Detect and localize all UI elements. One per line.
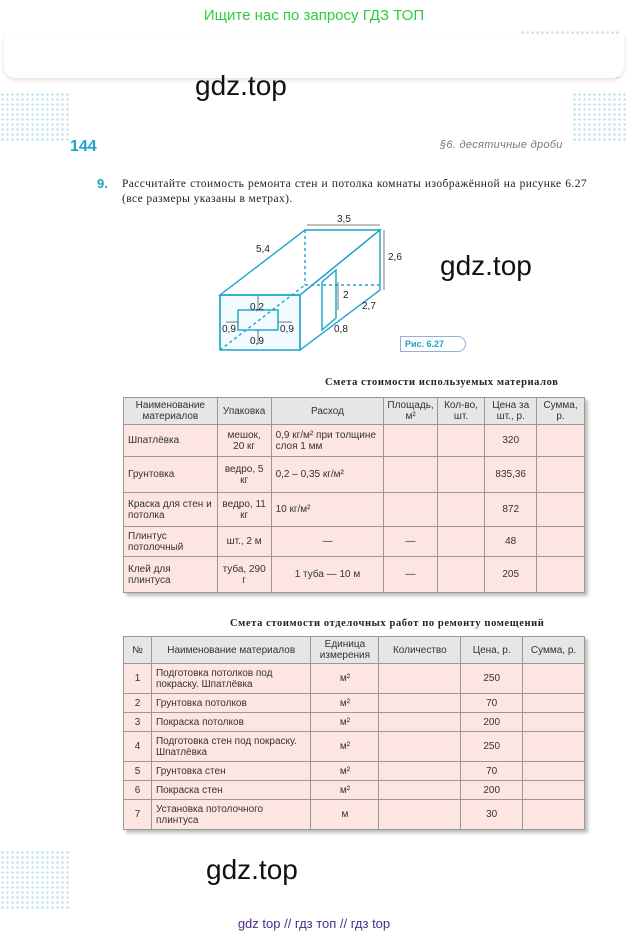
table-cell (379, 713, 461, 732)
table-cell (523, 664, 585, 694)
dots-decoration-bottom-left (0, 850, 70, 910)
table-cell (379, 762, 461, 781)
table-cell (379, 732, 461, 762)
col-header: Кол-во, шт. (437, 398, 485, 425)
table-cell (437, 527, 485, 557)
table-cell (523, 713, 585, 732)
col-header: № (124, 637, 152, 664)
table-row (124, 800, 585, 830)
table-cell (384, 457, 437, 493)
table-row (124, 694, 585, 713)
table-cell: 835,36 (485, 457, 537, 493)
table-row (124, 664, 585, 694)
table-cell (384, 425, 437, 457)
col-header: Упаковка (217, 398, 271, 425)
table-row (124, 527, 585, 557)
table-cell: 250 (461, 732, 523, 762)
top-banner (0, 0, 628, 34)
table-cell: 70 (461, 762, 523, 781)
col-header: Расход (271, 398, 384, 425)
dim-door-width: 0,8 (334, 324, 348, 335)
dim-length: 5,4 (256, 244, 270, 255)
table-cell (437, 457, 485, 493)
table-cell: — (384, 527, 437, 557)
table-cell: 200 (461, 713, 523, 732)
table-cell (537, 457, 585, 493)
table-cell (437, 493, 485, 527)
table-cell: 3 (124, 713, 152, 732)
table-row (124, 762, 585, 781)
table-cell: Грунтовка потолков (151, 694, 311, 713)
dim-window-left: 0,9 (222, 324, 236, 335)
col-header: Наименование материалов (151, 637, 311, 664)
watermark-4: gdz.top (206, 854, 298, 885)
dots-decoration-right (572, 92, 628, 142)
table-cell: — (271, 527, 384, 557)
figure-caption: Рис. 6.27 (400, 336, 466, 352)
table-cell (537, 425, 585, 457)
table-row (124, 781, 585, 800)
table-row (124, 493, 585, 527)
table-cell: Покраска потолков (151, 713, 311, 732)
table-cell: 0,2 – 0,35 кг/м² (271, 457, 384, 493)
table-cell (379, 664, 461, 694)
table-cell: 1 туба — 10 м (271, 557, 384, 593)
table-cell (437, 425, 485, 457)
table-cell: 5 (124, 762, 152, 781)
table-cell: Подготовка потолков под покраску. Шпатлёвка (151, 664, 311, 694)
table-cell: ведро, 11 кг (217, 493, 271, 527)
dim-window-right: 0,9 (280, 324, 294, 335)
watermark-2: gdz.top (440, 250, 532, 281)
table-cell: Краска для стен и потолка (124, 493, 218, 527)
table-cell: 10 кг/м² (271, 493, 384, 527)
table-cell: шт., 2 м (217, 527, 271, 557)
table-cell: 872 (485, 493, 537, 527)
works-table-title: Смета стоимости отделочных работ по ремонту помещений (230, 618, 545, 629)
col-header: Сумма, р. (537, 398, 585, 425)
table-cell: 0,9 кг/м² при толщине слоя 1 мм (271, 425, 384, 457)
table-cell: Шпатлёвка (124, 425, 218, 457)
table-cell: 4 (124, 732, 152, 762)
dim-window-top: 0,2 (250, 302, 264, 313)
col-header: Сумма, р. (523, 637, 585, 664)
table-cell (379, 800, 461, 830)
table-cell (379, 781, 461, 800)
dim-window-bottom: 0,9 (250, 336, 264, 347)
table-header-row (124, 637, 585, 664)
table-row (124, 713, 585, 732)
table-row (124, 732, 585, 762)
table-cell (537, 527, 585, 557)
table-cell: Покраска стен (151, 781, 311, 800)
col-header: Единица измерения (311, 637, 379, 664)
table-cell: Клей для плинтуса (124, 557, 218, 593)
col-header: Наименование материалов (124, 398, 218, 425)
table-row (124, 557, 585, 593)
top-banner-text[interactable]: Ищите нас по запросу ГДЗ ТОП (203, 7, 425, 24)
task-number: 9. (97, 176, 108, 191)
table-cell (523, 781, 585, 800)
table-cell (523, 694, 585, 713)
table-cell: Плинтус потолочный (124, 527, 218, 557)
materials-table (123, 397, 585, 593)
table-cell: Подготовка стен под покраску. Шпатлёвка (151, 732, 311, 762)
table-cell: Грунтовка (124, 457, 218, 493)
dim-door-side: 2,7 (362, 301, 376, 312)
table-cell: м² (311, 664, 379, 694)
table-cell: ведро, 5 кг (217, 457, 271, 493)
table-cell: м² (311, 732, 379, 762)
table-row (124, 457, 585, 493)
dim-door-height: 2 (343, 290, 349, 301)
table-row (124, 425, 585, 457)
col-header: Количество (379, 637, 461, 664)
col-header: Цена, р. (461, 637, 523, 664)
table-cell: м² (311, 762, 379, 781)
table-cell (379, 694, 461, 713)
dim-width: 3,5 (337, 214, 351, 225)
table-cell (523, 732, 585, 762)
table-cell: 30 (461, 800, 523, 830)
table-cell: м² (311, 694, 379, 713)
table-cell: мешок, 20 кг (217, 425, 271, 457)
col-header: Цена за шт., р. (485, 398, 537, 425)
table-cell (523, 762, 585, 781)
table-cell (537, 557, 585, 593)
table-cell: 1 (124, 664, 152, 694)
materials-table-title: Смета стоимости используемых материалов (325, 377, 559, 388)
table-cell: Грунтовка стен (151, 762, 311, 781)
table-cell: 6 (124, 781, 152, 800)
section-title: §6. десятичные дроби (440, 139, 563, 151)
watermark-1: gdz.top (195, 70, 287, 101)
col-header: Площадь, м² (384, 398, 437, 425)
dots-decoration-left (0, 92, 70, 142)
table-cell: 70 (461, 694, 523, 713)
table-cell: — (384, 557, 437, 593)
table-cell: Установка потолочного плинтуса (151, 800, 311, 830)
table-cell: 250 (461, 664, 523, 694)
table-cell: м (311, 800, 379, 830)
task-text: Рассчитайте стоимость ремонта стен и потолка комнаты изображённой на рисунке 6.27 (все размеры указаны в метрах). (122, 178, 587, 205)
header-card (4, 34, 624, 78)
table-cell: 205 (485, 557, 537, 593)
table-cell: 320 (485, 425, 537, 457)
table-cell: 2 (124, 694, 152, 713)
table-cell (537, 493, 585, 527)
table-cell: 200 (461, 781, 523, 800)
table-cell: м² (311, 713, 379, 732)
table-cell: 48 (485, 527, 537, 557)
table-cell: 7 (124, 800, 152, 830)
table-cell (523, 800, 585, 830)
works-table (123, 636, 585, 830)
table-cell (384, 493, 437, 527)
room-figure (210, 210, 410, 360)
dim-height: 2,6 (388, 252, 402, 263)
footer-links[interactable]: gdz top // гдз топ // гдз top (237, 916, 391, 931)
page-number: 144 (70, 138, 97, 155)
table-header-row (124, 398, 585, 425)
table-cell: м² (311, 781, 379, 800)
table-cell (437, 557, 485, 593)
table-cell: туба, 290 г (217, 557, 271, 593)
